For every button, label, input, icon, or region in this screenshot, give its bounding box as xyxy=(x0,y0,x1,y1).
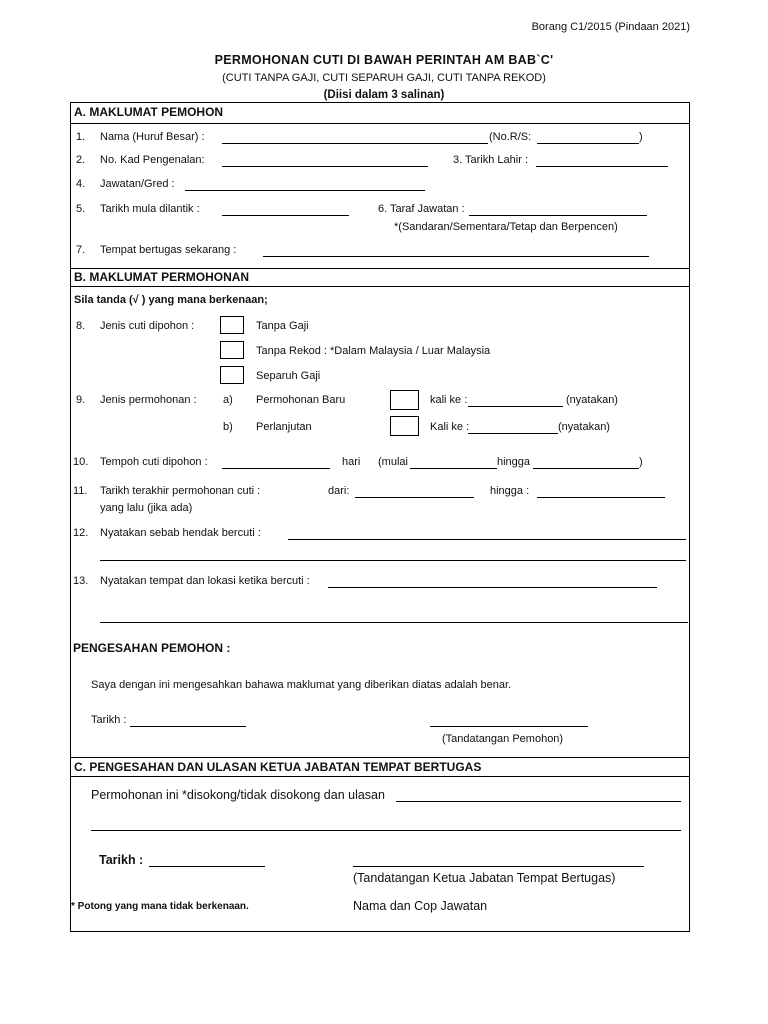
new-application-label: Permohonan Baru xyxy=(256,394,346,406)
tanpa-rekod-label: Tanpa Rekod : *Dalam Malaysia / Luar Malaysia xyxy=(256,345,491,357)
applicant-signature-field[interactable] xyxy=(430,726,588,727)
applicant-signature-label: (Tandatangan Pemohon) xyxy=(442,733,564,745)
extension-checkbox[interactable] xyxy=(390,416,419,436)
times-label: kali ke : xyxy=(430,394,468,406)
hod-signature-field[interactable] xyxy=(353,866,644,867)
birth-date-field[interactable] xyxy=(536,166,668,167)
hod-date-field[interactable] xyxy=(149,866,265,867)
comment-field[interactable] xyxy=(396,801,681,802)
option-letter: b) xyxy=(223,421,233,433)
field-number: 5. xyxy=(76,203,86,215)
specify-label: (nyatakan) xyxy=(558,421,610,433)
location-field-line-2[interactable] xyxy=(100,622,688,623)
appointment-date-label: Tarikh mula dilantik : xyxy=(100,203,200,215)
workplace-label: Tempat bertugas sekarang : xyxy=(100,244,237,256)
last-application-label: Tarikh terakhir permohonan cuti : xyxy=(100,485,261,497)
divider xyxy=(70,268,690,269)
times-label: Kali ke : xyxy=(430,421,470,433)
tanpa-gaji-checkbox[interactable] xyxy=(220,316,244,334)
last-application-label-2: yang lalu (jika ada) xyxy=(100,502,193,514)
form-title: PERMOHONAN CUTI DI BAWAH PERINTAH AM BAB`C' xyxy=(214,53,554,67)
divider xyxy=(70,757,690,758)
name-field[interactable] xyxy=(222,143,488,144)
extension-times-field[interactable] xyxy=(468,433,558,434)
new-application-checkbox[interactable] xyxy=(390,390,419,410)
appointment-date-field[interactable] xyxy=(222,215,349,216)
applicant-confirmation-heading: PENGESAHAN PEMOHON : xyxy=(73,641,231,655)
field-number: 2. xyxy=(76,154,86,166)
applicant-date-field[interactable] xyxy=(130,726,246,727)
until-date-label: hingga : xyxy=(490,485,530,497)
hod-date-label: Tarikh : xyxy=(99,853,144,867)
leave-duration-field[interactable] xyxy=(222,468,330,469)
leave-start-field[interactable] xyxy=(410,468,497,469)
comment-field-line-2[interactable] xyxy=(91,830,681,831)
position-status-note: *(Sandaran/Sementara/Tetap dan Berpencen) xyxy=(394,221,618,233)
field-number: 4. xyxy=(76,178,86,190)
divider xyxy=(70,286,690,287)
copies-note: (Diisi dalam 3 salinan) xyxy=(323,89,445,101)
from-label: (mulai xyxy=(378,456,408,468)
rs-number-field[interactable] xyxy=(537,143,639,144)
separuh-gaji-label: Separuh Gaji xyxy=(256,370,321,382)
ic-number-field[interactable] xyxy=(222,166,428,167)
field-number: 1. xyxy=(76,131,86,143)
from-date-label: dari: xyxy=(328,485,350,497)
application-type-label: Jenis permohonan : xyxy=(100,394,197,406)
hod-signature-label: (Tandatangan Ketua Jabatan Tempat Bertugas) xyxy=(353,871,616,885)
close-paren: ) xyxy=(639,456,643,468)
support-statement: Permohonan ini *disokong/tidak disokong dan ulasan xyxy=(91,788,385,802)
section-b-heading: B. MAKLUMAT PERMOHONAN xyxy=(74,270,250,284)
form-subtitle: (CUTI TANPA GAJI, CUTI SEPARUH GAJI, CUTI TANPA REKOD) xyxy=(222,72,546,84)
divider xyxy=(70,123,690,124)
section-a-heading: A. MAKLUMAT PEMOHON xyxy=(74,105,224,119)
position-status-field[interactable] xyxy=(469,215,647,216)
field-number: 9. xyxy=(76,394,86,406)
field-number: 11. xyxy=(73,485,88,497)
until-label: hingga xyxy=(497,456,531,468)
new-application-times-field[interactable] xyxy=(468,406,563,407)
divider xyxy=(70,776,690,777)
field-number: 10. xyxy=(73,456,89,468)
field-number: 13. xyxy=(73,575,89,587)
birth-date-label: 3. Tarikh Lahir : xyxy=(453,154,529,166)
leave-end-field[interactable] xyxy=(533,468,639,469)
reason-field[interactable] xyxy=(288,539,686,540)
rs-number-label: (No.R/S: xyxy=(489,131,532,143)
position-grade-field[interactable] xyxy=(185,190,425,191)
field-number: 8. xyxy=(76,320,86,332)
workplace-field[interactable] xyxy=(263,256,649,257)
field-number: 7. xyxy=(76,244,86,256)
leave-type-label: Jenis cuti dipohon : xyxy=(100,320,195,332)
form-reference: Borang C1/2015 (Pindaan 2021) xyxy=(531,21,690,33)
name-stamp-label: Nama dan Cop Jawatan xyxy=(353,899,488,913)
extension-label: Perlanjutan xyxy=(256,421,312,433)
position-status-label: 6. Taraf Jawatan : xyxy=(378,203,465,215)
name-label: Nama (Huruf Besar) : xyxy=(100,131,205,143)
specify-label: (nyatakan) xyxy=(566,394,618,406)
position-grade-label: Jawatan/Gred : xyxy=(100,178,175,190)
tanpa-gaji-label: Tanpa Gaji xyxy=(256,320,309,332)
last-until-field[interactable] xyxy=(537,497,665,498)
applicant-statement: Saya dengan ini mengesahkan bahawa maklumat yang diberikan diatas adalah benar. xyxy=(91,679,512,691)
applicant-date-label: Tarikh : xyxy=(91,714,127,726)
leave-duration-label: Tempoh cuti dipohon : xyxy=(100,456,208,468)
ic-number-label: No. Kad Pengenalan: xyxy=(100,154,205,166)
days-label: hari xyxy=(342,456,361,468)
reason-label: Nyatakan sebab hendak bercuti : xyxy=(100,527,261,539)
footnote: * Potong yang mana tidak berkenaan. xyxy=(71,901,249,912)
separuh-gaji-checkbox[interactable] xyxy=(220,366,244,384)
option-letter: a) xyxy=(223,394,233,406)
section-c-heading: C. PENGESAHAN DAN ULASAN KETUA JABATAN TEMPAT BERTUGAS xyxy=(74,760,482,774)
last-from-field[interactable] xyxy=(355,497,474,498)
field-number: 12. xyxy=(73,527,89,539)
reason-field-line-2[interactable] xyxy=(100,560,686,561)
close-paren: ) xyxy=(639,131,643,143)
tick-instruction: Sila tanda (√ ) yang mana berkenaan; xyxy=(74,294,268,306)
tanpa-rekod-checkbox[interactable] xyxy=(220,341,244,359)
location-field[interactable] xyxy=(328,587,657,588)
location-label: Nyatakan tempat dan lokasi ketika bercuti : xyxy=(100,575,310,587)
